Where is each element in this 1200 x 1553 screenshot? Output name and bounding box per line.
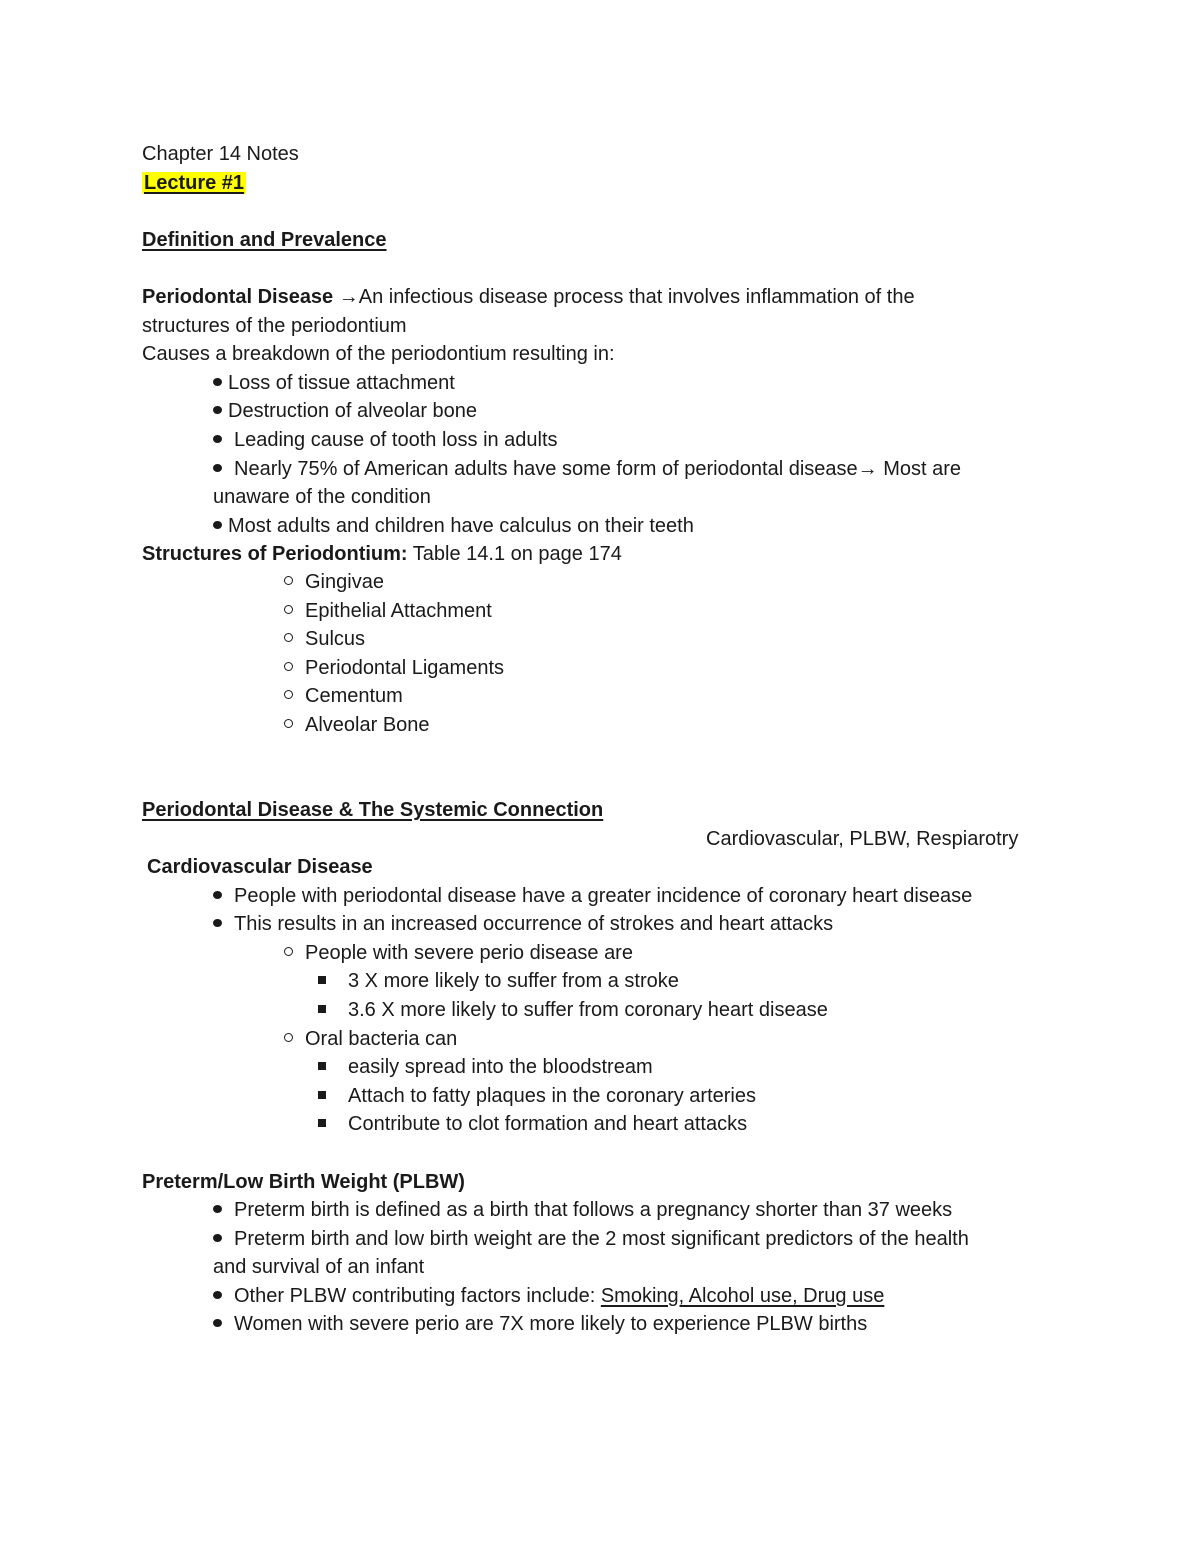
list-item: Most adults and children have calculus on their teeth — [213, 514, 694, 538]
bullet-icon — [213, 1291, 222, 1299]
square-bullet-icon — [318, 1005, 326, 1013]
definition-line — [142, 285, 915, 309]
list-item: Loss of tissue attachment — [213, 371, 455, 395]
sub-sub-list-item: easily spread into the bloodstream — [318, 1055, 653, 1079]
structures-ref: Table 14.1 on page 174 — [412, 543, 622, 565]
sub-sub-list-item: 3 X more likely to suffer from a stroke — [318, 969, 679, 993]
section-heading-systemic: Periodontal Disease & The Systemic Connection — [142, 799, 604, 821]
circle-bullet-icon — [284, 662, 293, 671]
square-bullet-icon — [318, 1091, 326, 1099]
list-item: People with periodontal disease have a greater incidence of coronary heart disease — [213, 884, 972, 908]
list-item: Preterm birth and low birth weight are the 2 most significant predictors of the health — [213, 1227, 969, 1251]
bullet-icon — [213, 464, 222, 472]
structures-line — [142, 542, 622, 566]
side-note: Cardiovascular, PLBW, Respiarotry — [706, 828, 1019, 850]
bullet-icon — [213, 919, 222, 927]
circle-bullet-icon — [284, 605, 293, 614]
square-bullet-icon — [318, 976, 326, 984]
bullet-icon — [213, 435, 222, 443]
list-item-continued: unaware of the condition — [213, 486, 431, 508]
list-item: Leading cause of tooth loss in adults — [213, 428, 558, 452]
causes-line: Causes a breakdown of the periodontium resulting in: — [142, 343, 615, 365]
list-item: Destruction of alveolar bone — [213, 399, 477, 423]
sub-sub-list-item: Attach to fatty plaques in the coronary arteries — [318, 1084, 756, 1108]
structure-item: Periodontal Ligaments — [284, 656, 504, 680]
structure-item: Sulcus — [284, 627, 365, 651]
bullet-icon — [213, 1234, 222, 1242]
circle-bullet-icon — [284, 690, 293, 699]
lecture-label — [142, 171, 246, 195]
list-item: Preterm birth is defined as a birth that follows a pregnancy shorter than 37 weeks — [213, 1198, 952, 1222]
lecture-highlight: Lecture #1 — [144, 172, 245, 194]
bullet-icon — [213, 891, 222, 899]
sub-list-item: Oral bacteria can — [284, 1027, 457, 1051]
list-item: Women with severe perio are 7X more likely to experience PLBW births — [213, 1312, 867, 1336]
circle-bullet-icon — [284, 1033, 293, 1042]
definition-continued: structures of the periodontium — [142, 315, 407, 337]
square-bullet-icon — [318, 1119, 326, 1127]
list-item-continued: and survival of an infant — [213, 1256, 425, 1278]
sub-sub-list-item: 3.6 X more likely to suffer from coronary heart disease — [318, 998, 828, 1022]
circle-bullet-icon — [284, 719, 293, 728]
list-item: This results in an increased occurrence of strokes and heart attacks — [213, 912, 833, 936]
definition-text: →An infectious disease process that involves inflammation of the — [338, 286, 915, 308]
section-heading-definition: Definition and Prevalence — [142, 229, 387, 251]
sub-list-item: People with severe perio disease are — [284, 941, 633, 965]
bullet-icon — [213, 1205, 222, 1213]
subheading-cardiovascular: Cardiovascular Disease — [147, 856, 373, 878]
factors-list: Smoking, Alcohol use, Drug use — [600, 1285, 885, 1307]
bullet-icon — [213, 521, 222, 529]
structure-item: Gingivae — [284, 570, 384, 594]
sub-sub-list-item: Contribute to clot formation and heart attacks — [318, 1112, 747, 1136]
bullet-icon — [213, 378, 222, 386]
structure-item: Epithelial Attachment — [284, 599, 492, 623]
circle-bullet-icon — [284, 576, 293, 585]
bullet-icon — [213, 1319, 222, 1327]
circle-bullet-icon — [284, 633, 293, 642]
structure-item: Cementum — [284, 684, 403, 708]
square-bullet-icon — [318, 1062, 326, 1070]
list-item: Nearly 75% of American adults have some form of periodontal disease→ Most are — [213, 457, 961, 481]
list-item: Other PLBW contributing factors include: Smoking, Alcohol use, Drug use — [213, 1284, 884, 1308]
doc-title: Chapter 14 Notes — [142, 143, 299, 165]
structure-item: Alveolar Bone — [284, 713, 430, 737]
structures-label: Structures of Periodontium: — [142, 543, 408, 565]
circle-bullet-icon — [284, 947, 293, 956]
section-heading-plbw: Preterm/Low Birth Weight (PLBW) — [142, 1171, 465, 1193]
bullet-icon — [213, 406, 222, 414]
term-periodontal-disease: Periodontal Disease — [142, 286, 334, 308]
